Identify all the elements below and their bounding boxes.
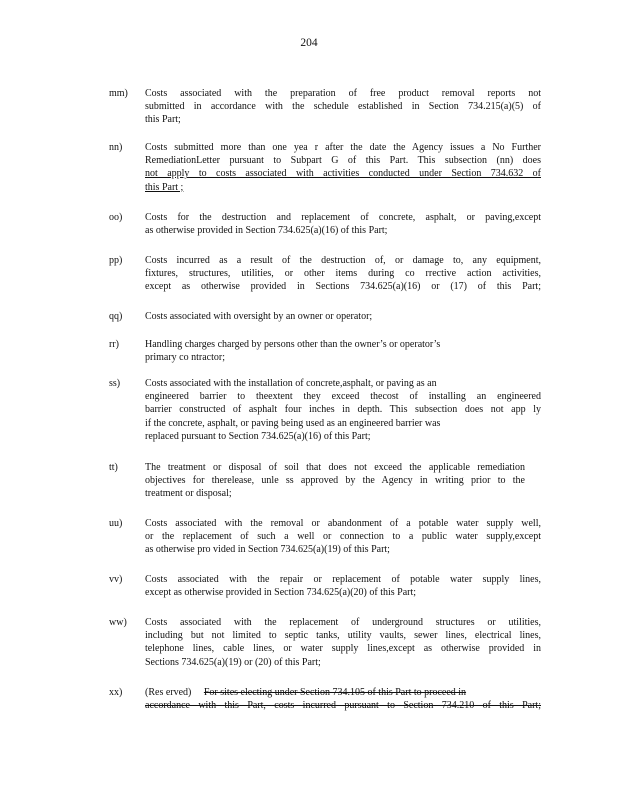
text-line: except as otherwise provided in Section 734.625(a)(20) of this Part; [145, 587, 417, 599]
text-line: Costs incurred as a result of the destruction of, or damage to, any equipment, [145, 255, 541, 266]
text-line: treatment or disposal; [145, 488, 232, 500]
text-line: Costs associated with oversight by an owner or operator; [145, 311, 373, 322]
item-label: vv) [109, 574, 123, 585]
item-text [145, 310, 541, 323]
text-line: replaced pursuant to Section 734.625(a)(16) of this Part; [145, 430, 371, 442]
item-text [145, 616, 541, 669]
underlined-text-line: not apply to costs associated with activities conducted under Section 734.632 of [145, 168, 541, 180]
text-line: Costs associated with the preparation of free product removal reports not [145, 88, 541, 99]
page-number: 204 [300, 37, 318, 49]
item-text [145, 686, 541, 712]
item-label: qq) [109, 311, 123, 322]
item-text [145, 254, 541, 294]
text-line: Costs submitted more than one yea r after the date the Agency issues a No Further [145, 142, 541, 153]
item-text [145, 461, 541, 501]
text-line: objectives for therelease, unle ss approved by the Agency in writing prior to the [145, 475, 525, 487]
text-line: as otherwise provided in Section 734.625(a)(16) of this Part; [145, 225, 388, 237]
item-text [145, 517, 541, 557]
text-line: Handling charges charged by persons other than the owner’s or operator’s [145, 339, 441, 350]
item-text [145, 338, 541, 364]
text-line: including but not limited to septic tanks, utility vaults, sewer lines, electrical lines, [145, 630, 541, 642]
underlined-text-line: this Part ; [145, 181, 184, 193]
item-text [145, 141, 541, 194]
text-line: except as otherwise provided in Sections 734.625(a)(16) or (17) of this Part; [145, 281, 541, 293]
struck-text: For sites electing under Section 734.105 of this Part to proceed in [203, 687, 467, 698]
item-text [145, 211, 541, 237]
text-line: telephone lines, cable lines, or water supply lines,except as otherwise provided in [145, 643, 541, 655]
item-text [145, 573, 541, 599]
item-text [145, 87, 541, 127]
item-label: rr) [109, 339, 119, 350]
text-line: fixtures, structures, utilities, or other items during co rrective action activities, [145, 268, 541, 280]
text-line: submitted in accordance with the schedule established in Section 734.215(a)(5) of [145, 101, 541, 113]
text-line: RemediationLetter pursuant to Subpart G of this Part. This subsection (nn) does [145, 155, 541, 167]
text-line: Costs associated with the repair or replacement of potable water supply lines, [145, 574, 541, 585]
text-line: as otherwise pro vided in Section 734.625(a)(19) of this Part; [145, 544, 390, 556]
text-line: barrier constructed of asphalt four inches in depth. This subsection does not app ly [145, 404, 541, 416]
item-label: uu) [109, 518, 123, 529]
item-label: ss) [109, 378, 121, 389]
text-line: Costs associated with the installation of concrete,asphalt, or paving as an [145, 378, 437, 389]
text-line [145, 686, 541, 699]
text-line: Costs associated with the replacement of underground structures or utilities, [145, 617, 541, 628]
item-label: tt) [109, 462, 118, 473]
text-line: Costs associated with the removal or abandonment of a potable water supply well, [145, 518, 541, 529]
item-label: ww) [109, 617, 127, 628]
struck-text-line: accordance with this Part, costs incurred pursuant to Section 734.210 of this Part; [145, 700, 541, 712]
text-line: or the replacement of such a well or connection to a public water supply,except [145, 531, 541, 543]
text-line: Costs for the destruction and replacement of concrete, asphalt, or paving,except [145, 212, 541, 223]
item-label: xx) [109, 687, 123, 698]
item-label: oo) [109, 212, 123, 223]
text-line: primary co ntractor; [145, 352, 225, 364]
text-line: this Part; [145, 114, 181, 126]
item-text [145, 377, 541, 443]
item-label: pp) [109, 255, 123, 266]
item-label: nn) [109, 142, 123, 153]
reserved-label: (Res erved) [145, 687, 192, 698]
text-line: The treatment or disposal of soil that does not exceed the applicable remediation [145, 462, 525, 473]
text-line: if the concrete, asphalt, or paving being used as an engineered barrier was [145, 417, 441, 429]
item-label: mm) [109, 88, 128, 99]
text-line: Sections 734.625(a)(19) or (20) of this Part; [145, 656, 321, 668]
text-line: engineered barrier to theextent they exceed thecost of installing an engineered [145, 391, 541, 403]
